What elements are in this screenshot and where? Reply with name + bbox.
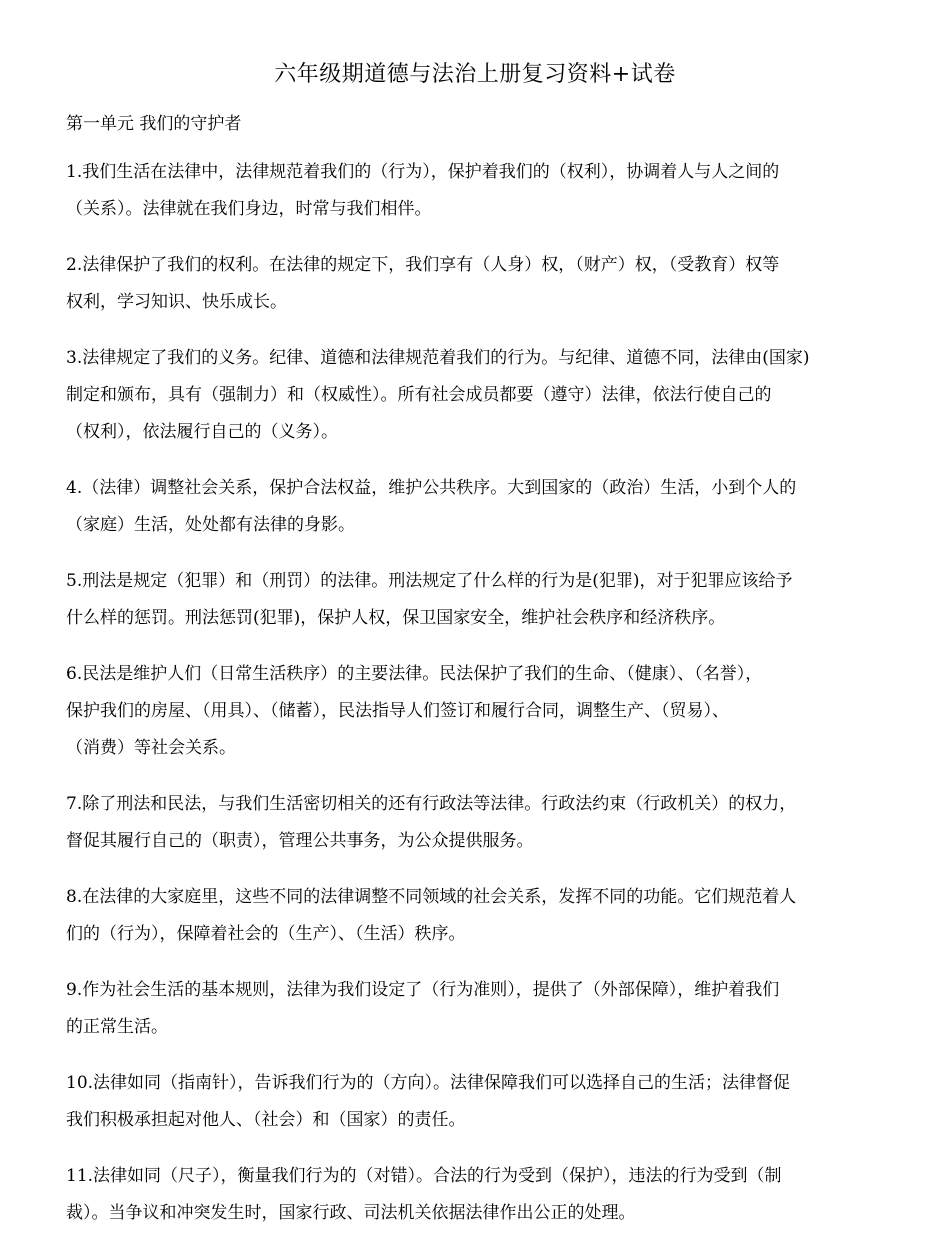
item-line: 8.在法律的大家庭里，这些不同的法律调整不同领域的社会关系，发挥不同的功能。它们规范着人 [66,887,797,907]
item-line: （关系）。法律就在我们身边，时常与我们相伴。 [66,199,432,219]
document-title: 六年级期道德与法治上册复习资料+试卷 [274,62,676,87]
item-line: 9.作为社会生活的基本规则，法律为我们设定了（行为准则），提供了（外部保障），维护着我们 [66,980,780,1000]
review-item-6 [66,656,892,767]
item-line: 的正常生活。 [66,1017,168,1037]
item-line: 我们积极承担起对他人、（社会）和（国家）的责任。 [66,1110,466,1130]
item-line: （消费）等社会关系。 [66,738,236,758]
item-line: 4.（法律）调整社会关系，保护合法权益，维护公共秩序。大到国家的（政治）生活，小到个人的 [66,478,797,498]
review-item-1 [66,154,892,228]
item-line: 3.法律规定了我们的义务。纪律、道德和法律规范着我们的行为。与纪律、道德不同，法律由(国家) [66,348,810,368]
item-line: （权利），依法履行自己的（义务）。 [66,422,338,442]
review-item-8 [66,879,892,953]
review-item-4 [66,470,892,544]
item-line: 督促其履行自己的（职责），管理公共事务，为公众提供服务。 [66,831,534,851]
item-line: 2.法律保护了我们的权利。在法律的规定下，我们享有（人身）权，（财产）权，（受教育）权等 [66,255,780,275]
review-item-11 [66,1158,892,1232]
review-item-9 [66,972,892,1046]
review-item-5 [66,563,892,637]
item-line: 10.法律如同（指南针），告诉我们行为的（方向）。法律保障我们可以选择自己的生活；法律督促 [66,1073,791,1093]
item-line: 裁）。当争议和冲突发生时，国家行政、司法机关依据法律作出公正的处理。 [66,1203,636,1223]
item-line: 7.除了刑法和民法，与我们生活密切相关的还有行政法等法律。行政法约束（行政机关）的权力， [66,794,797,814]
review-items-list [66,154,892,1251]
item-line: （家庭）生活，处处都有法律的身影。 [66,515,355,535]
review-item-3 [66,340,892,451]
review-item-2 [66,247,892,321]
item-line: 权利，学习知识、快乐成长。 [66,292,287,312]
item-line: 什么样的惩罚。刑法惩罚(犯罪)，保护人权，保卫国家安全，维护社会秩序和经济秩序。 [66,608,726,628]
item-line: 们的（行为），保障着社会的（生产）、（生活）秩序。 [66,924,466,944]
item-line: 制定和颁布，具有（强制力）和（权威性）。所有社会成员都要（遵守）法律，依法行使自己的 [66,385,772,405]
review-item-7 [66,786,892,860]
item-line: 保护我们的房屋、（用具）、（储蓄），民法指导人们签订和履行合同，调整生产、（贸易）、 [66,701,729,721]
item-line: 11.法律如同（尺子），衡量我们行为的（对错）。合法的行为受到（保护），违法的行为受到（制 [66,1166,782,1186]
item-line: 5.刑法是规定（犯罪）和（刑罚）的法律。刑法规定了什么样的行为是(犯罪)，对于犯罪应该给予 [66,571,793,591]
review-item-10 [66,1065,892,1139]
item-line: 1.我们生活在法律中，法律规范着我们的（行为），保护着我们的（权利），协调着人与人之间的 [66,162,780,182]
unit-heading: 第一单元 我们的守护者 [66,114,242,134]
item-line: 6.民法是维护人们（日常生活秩序）的主要法律。民法保护了我们的生命、（健康）、（名誉）， [66,664,763,684]
